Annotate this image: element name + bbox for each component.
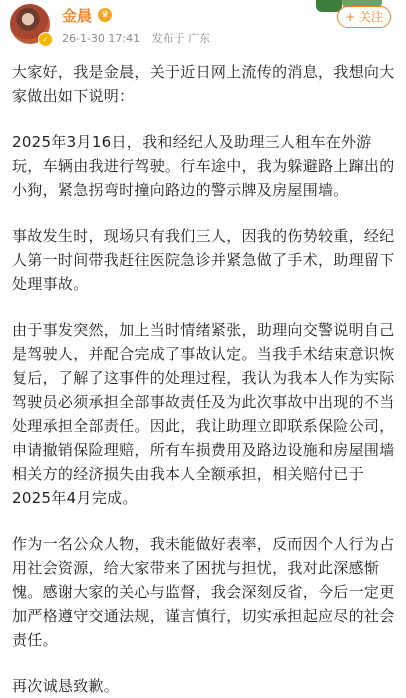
post-paragraph: 2025年3月16日，我和经纪人及助理三人租车在外游玩，车辆由我进行驾驶。行车途中，我为躲避路上蹿出的小狗，紧急拐弯时撞向路边的警示牌及房屋围墙。	[12, 133, 395, 199]
post-paragraph: 由于事发突然，加上当时情绪紧张，助理向交警说明自己是驾驶人，并配合完成了事故认定。当我手术结束意识恢复后，了解了这事件的处理过程，我认为我本人作为实际驾驶员必须承担全部事故责任及为此次事故中出现的不当处理承担全部责任。因此，我让助理立即联系保险公司，申请撤销保险理赔，所有车损费用及路边设施和房屋围墙相关方的经济损失由我本人全额承担，相关赔付已于2025年4月完成。	[12, 321, 395, 507]
post-paragraph: 再次诚恳致歉。	[12, 677, 120, 695]
member-crown-icon: ♛	[98, 8, 112, 22]
post-body	[12, 60, 396, 698]
post-paragraph: 大家好，我是金晨，关于近日网上流传的消息，我想向大家做出如下说明：	[12, 63, 395, 105]
post-header	[0, 0, 406, 56]
verified-badge-icon: ✓	[38, 32, 53, 47]
post-location: 发布于 广东	[151, 32, 211, 45]
author-name[interactable]: 金晨	[62, 7, 93, 25]
post-paragraph: 事故发生时，现场只有我们三人，因我的伤势较重，经纪人第一时间带我赶往医院急诊并紧急做了手术，助理留下处理事故。	[12, 227, 395, 293]
post-timestamp: 26-1-30 17:41	[62, 32, 141, 45]
post-paragraph: 作为一名公众人物，我未能做好表率，反而因个人行为占用社会资源，给大家带来了困扰与担忧，我对此深感惭愧。感谢大家的关心与监督，我会深刻反省，今后一定更加严格遵守交通法规，谨言慎行，切实承担起应尽的社会责任。	[12, 535, 395, 649]
post-meta	[62, 32, 218, 46]
follow-button[interactable]: + 关注	[337, 6, 391, 28]
